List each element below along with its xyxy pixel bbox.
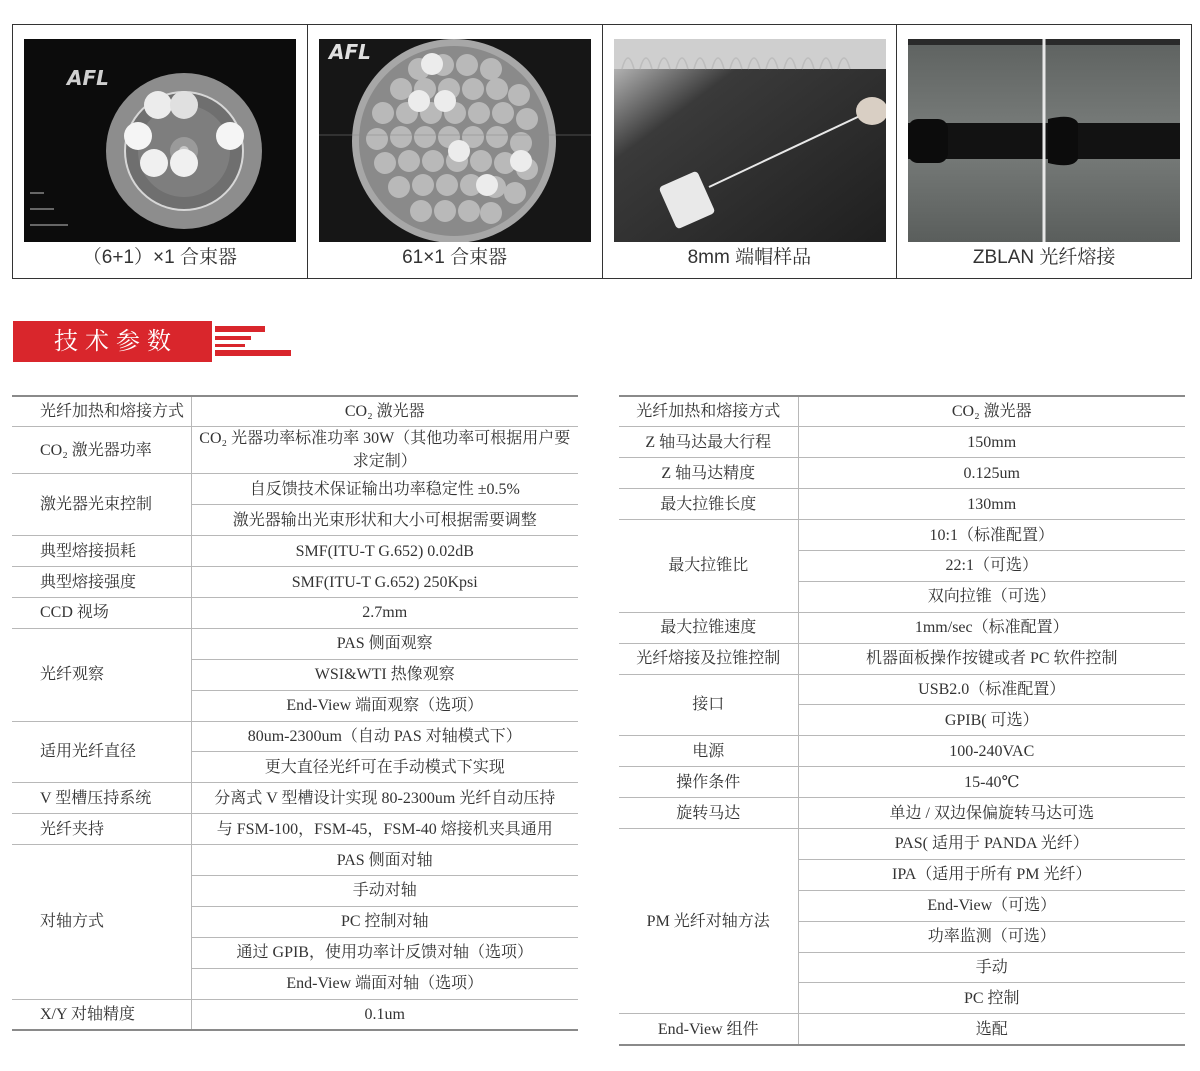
gallery-item	[13, 25, 308, 278]
table-row	[619, 643, 1185, 674]
spec-key: 光纤观察	[12, 628, 191, 721]
spec-value: IPA（适用于所有 PM 光纤）	[798, 859, 1185, 890]
spec-value: 与 FSM-100，FSM-45，FSM-40 熔接机夹具通用	[191, 814, 578, 845]
spec-key: PM 光纤对轴方法	[619, 828, 798, 1013]
table-header-row	[619, 396, 1185, 427]
spec-key: Z 轴马达最大行程	[619, 427, 798, 458]
spec-value: End-View 端面对轴（选项）	[191, 968, 578, 999]
spec-value: 10:1（标准配置）	[798, 520, 1185, 551]
table-row	[619, 674, 1185, 705]
spec-value: 22:1（可选）	[798, 550, 1185, 581]
spec-table-left	[12, 395, 578, 1031]
end-cap-sample-image	[614, 39, 886, 242]
spec-value: 双向拉锥（可选）	[798, 581, 1185, 612]
header-key: 光纤加热和熔接方式	[12, 396, 191, 427]
spec-value: End-View 端面观察（选项）	[191, 690, 578, 721]
gallery-caption: ZBLAN 光纤熔接	[972, 247, 1116, 268]
gallery-caption: 8mm 端帽样品	[687, 247, 812, 268]
spec-value: 功率监测（可选）	[798, 921, 1185, 952]
table-row	[12, 814, 578, 845]
spec-key: 旋转马达	[619, 798, 798, 829]
spec-value: SMF(ITU-T G.652) 0.02dB	[191, 536, 578, 567]
table-row	[619, 489, 1185, 520]
spec-value: 100-240VAC	[798, 736, 1185, 767]
table-row	[12, 567, 578, 598]
spec-value: 80um-2300um（自动 PAS 对轴模式下）	[191, 721, 578, 752]
table-row	[12, 536, 578, 567]
spec-value: 更大直径光纤可在手动模式下实现	[191, 752, 578, 783]
spec-key: 操作条件	[619, 767, 798, 798]
spec-value: 150mm	[798, 427, 1185, 458]
image-gallery	[12, 24, 1192, 279]
spec-key: CCD 视场	[12, 597, 191, 628]
fiber-bundle-6plus1-image	[24, 39, 296, 242]
spec-value: 手动	[798, 952, 1185, 983]
spec-value: 机器面板操作按键或者 PC 软件控制	[798, 643, 1185, 674]
spec-key: Z 轴马达精度	[619, 458, 798, 489]
spec-value: PAS 侧面观察	[191, 628, 578, 659]
table-row	[12, 845, 578, 876]
spec-value: 选配	[798, 1014, 1185, 1045]
spec-value: 2.7mm	[191, 597, 578, 628]
table-row	[619, 520, 1185, 551]
spec-key: 光纤熔接及拉锥控制	[619, 643, 798, 674]
table-row	[12, 597, 578, 628]
table-row	[12, 474, 578, 505]
spec-table-right	[619, 395, 1185, 1046]
zblan-splice-image	[908, 39, 1180, 242]
spec-value: 15-40℃	[798, 767, 1185, 798]
header-key: 光纤加热和熔接方式	[619, 396, 798, 427]
table-row	[619, 427, 1185, 458]
spec-value: 130mm	[798, 489, 1185, 520]
table-row	[619, 798, 1185, 829]
spec-value: 通过 GPIB，使用功率计反馈对轴（选项）	[191, 937, 578, 968]
afl-watermark: AFL	[67, 66, 109, 90]
spec-key: 最大拉锥速度	[619, 612, 798, 643]
table-row	[619, 612, 1185, 643]
spec-value: SMF(ITU-T G.652) 250Kpsi	[191, 567, 578, 598]
spec-key: 典型熔接损耗	[12, 536, 191, 567]
spec-value: 单边 / 双边保偏旋转马达可选	[798, 798, 1185, 829]
spec-value: 分离式 V 型槽设计实现 80-2300um 光纤自动压持	[191, 783, 578, 814]
gallery-caption: （6+1）×1 合束器	[82, 247, 237, 268]
fiber-bundle-61-image	[319, 39, 591, 242]
table-row	[619, 458, 1185, 489]
spec-key: 接口	[619, 674, 798, 736]
spec-key: 适用光纤直径	[12, 721, 191, 783]
spec-key: V 型槽压持系统	[12, 783, 191, 814]
spec-key: 激光器光束控制	[12, 474, 191, 536]
table-row	[619, 828, 1185, 859]
gallery-item	[897, 25, 1191, 278]
gallery-item	[308, 25, 603, 278]
table-row	[12, 628, 578, 659]
spec-key: CO₂ 激光器功率	[12, 427, 191, 474]
table-header-row	[12, 396, 578, 427]
spec-value: 自反馈技术保证输出功率稳定性 ±0.5%	[191, 474, 578, 505]
spec-value: 手动对轴	[191, 875, 578, 906]
gallery-caption: 61×1 合束器	[402, 247, 508, 268]
spec-key: 光纤夹持	[12, 814, 191, 845]
table-row	[619, 736, 1185, 767]
spec-value: 0.125um	[798, 458, 1185, 489]
spec-key: 典型熔接强度	[12, 567, 191, 598]
spec-value: PAS( 适用于 PANDA 光纤）	[798, 828, 1185, 859]
spec-key: 电源	[619, 736, 798, 767]
table-row	[12, 427, 578, 474]
spec-key: 对轴方式	[12, 845, 191, 999]
spec-value: WSI&WTI 热像观察	[191, 659, 578, 690]
spec-key: End-View 组件	[619, 1014, 798, 1045]
section-decoration-icon	[215, 326, 295, 356]
spec-value: PAS 侧面对轴	[191, 845, 578, 876]
spec-value: USB2.0（标准配置）	[798, 674, 1185, 705]
gallery-item	[603, 25, 898, 278]
table-row	[12, 999, 578, 1030]
afl-watermark: AFL	[328, 40, 371, 64]
spec-value: 0.1um	[191, 999, 578, 1030]
header-value: CO₂ 激光器	[191, 396, 578, 427]
table-row	[12, 783, 578, 814]
spec-value: 激光器输出光束形状和大小可根据需要调整	[191, 505, 578, 536]
spec-value: PC 控制	[798, 983, 1185, 1014]
spec-value: End-View（可选）	[798, 890, 1185, 921]
section-title: 技术参数	[13, 321, 212, 362]
table-row	[619, 1014, 1185, 1045]
spec-value: 1mm/sec（标准配置）	[798, 612, 1185, 643]
spec-key: 最大拉锥比	[619, 520, 798, 613]
spec-key: 最大拉锥长度	[619, 489, 798, 520]
spec-value: CO₂ 光器功率标准功率 30W（其他功率可根据用户要求定制）	[191, 427, 578, 474]
header-value: CO₂ 激光器	[798, 396, 1185, 427]
table-row	[12, 721, 578, 752]
spec-key: X/Y 对轴精度	[12, 999, 191, 1030]
spec-value: GPIB( 可选）	[798, 705, 1185, 736]
spec-value: PC 控制对轴	[191, 906, 578, 937]
table-row	[619, 767, 1185, 798]
